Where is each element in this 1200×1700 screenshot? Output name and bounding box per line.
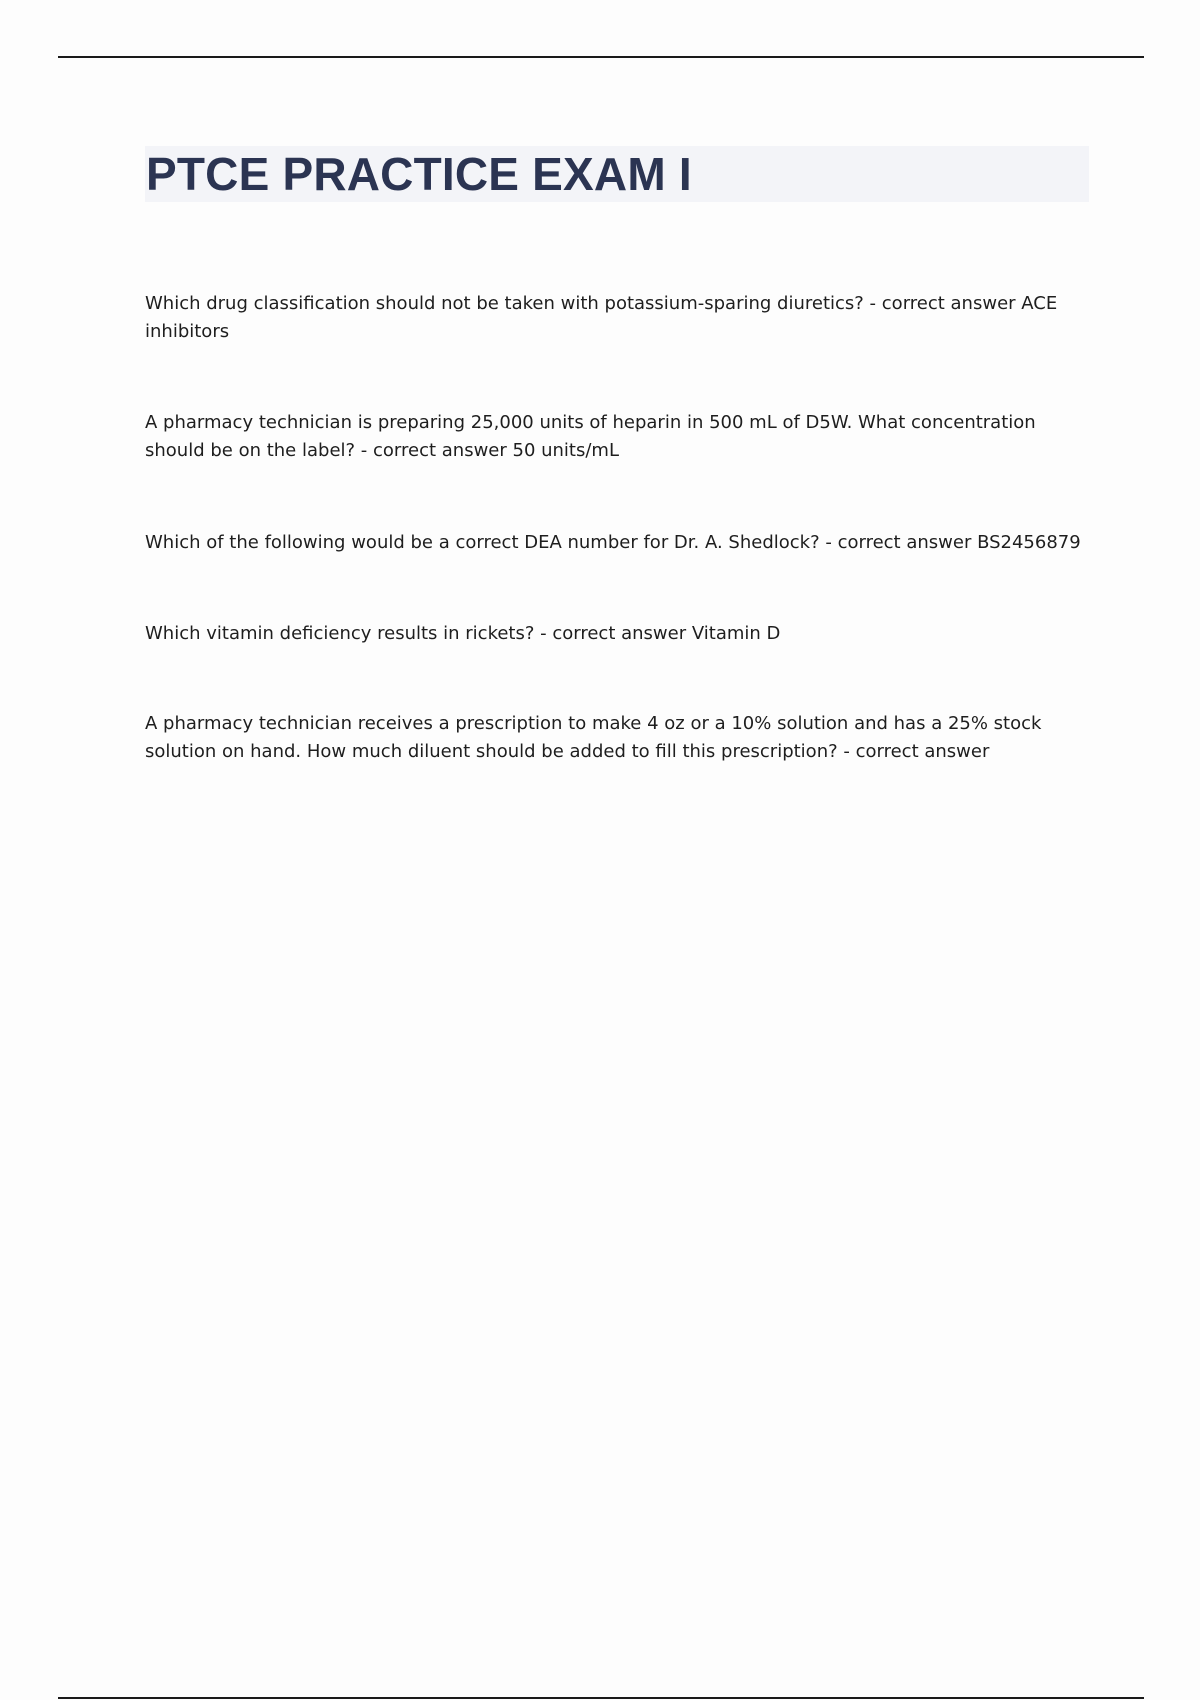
page-title: PTCE PRACTICE EXAM I [146, 148, 692, 200]
bottom-rule [58, 1697, 1144, 1699]
question-item: Which vitamin deficiency results in rickets? - correct answer Vitamin D [145, 623, 781, 644]
question-item: Which drug classification should not be taken with potassium-sparing diuretics? - correct answer ACE inhibitors [145, 293, 1058, 342]
question-list [145, 290, 1085, 766]
top-rule [58, 56, 1144, 58]
question-item: A pharmacy technician receives a prescription to make 4 oz or a 10% solution and has a 25% stock solution on hand. How much diluent should be added to fill this prescription? - correct answer [145, 713, 1042, 762]
question-item: Which of the following would be a correct DEA number for Dr. A. Shedlock? - correct answer BS2456879 [145, 532, 1081, 553]
question-item: A pharmacy technician is preparing 25,000 units of heparin in 500 mL of D5W. What concentration should be on the label? - correct answer 50 units/mL [145, 412, 1036, 461]
